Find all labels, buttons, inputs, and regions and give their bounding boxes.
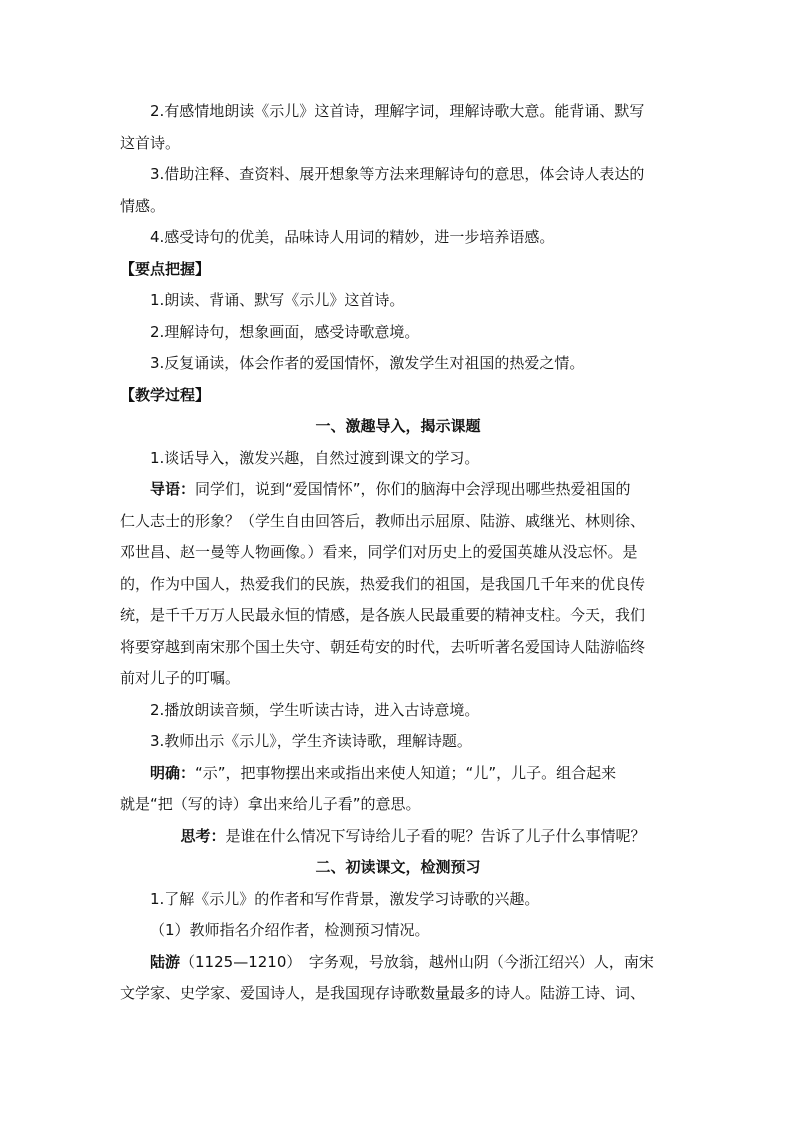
objective-4: 4.感受诗句的优美，品味诗人用词的精妙，进一步培养语感。 [150, 228, 555, 246]
author-line-2: 文学家、史学家、爱国诗人，是我国现存诗歌数量最多的诗人。陆游工诗、词、 [120, 984, 646, 1002]
think-label: 思考： [180, 827, 226, 845]
section-1-title: 一、激趣导入，揭示课题 [315, 417, 481, 435]
clarify-label: 明确： [150, 764, 196, 782]
objective-3-line2: 情感。 [120, 197, 166, 215]
intro-line-4: 的，作为中国人，热爱我们的民族，热爱我们的祖国，是我国几千年来的优良传 [120, 575, 646, 593]
section-1-step-2: 2.播放朗读音频，学生听读古诗，进入古诗意境。 [150, 701, 480, 719]
intro-line-2: 仁人志士的形象？（学生自由回答后，教师出示屈原、陆游、戚继光、林则徐、 [120, 512, 646, 530]
objective-2-line2: 这首诗。 [120, 134, 181, 152]
intro-label: 导语： [150, 480, 196, 498]
clarify-line-2: 就是“把（写的诗）拿出来给儿子看”的意思。 [120, 795, 421, 813]
intro-text-1: 同学们，说到“爱国情怀”，你们的脑海中会浮现出哪些热爱祖国的 [195, 480, 631, 498]
objective-3-line1: 3.借助注释、查资料、展开想象等方法来理解诗句的意思，体会诗人表达的 [150, 165, 645, 183]
clarify-text-1: “示”，把事物摆出来或指出来使人知道；“儿”，儿子。组合起来 [195, 764, 617, 782]
intro-line-1 [150, 479, 680, 499]
key-points-heading: 【要点把握】 [120, 260, 211, 278]
intro-line-3: 邓世昌、赵一曼等人物画像。）看来，同学们对历史上的爱国英雄从没忘怀。是 [120, 543, 638, 561]
intro-line-6: 将要穿越到南宋那个国土失守、朝廷苟安的时代，去听听著名爱国诗人陆游临终 [120, 638, 646, 656]
section-2-title: 二、初读课文，检测预习 [315, 858, 481, 876]
intro-line-7: 前对儿子的叮嘱。 [120, 669, 241, 687]
section-2-sub-1: （1）教师指名介绍作者，检测预习情况。 [150, 921, 430, 939]
author-line-1 [150, 952, 680, 972]
think-text: 是谁在什么情况下写诗给儿子看的呢？告诉了儿子什么事情呢？ [225, 827, 646, 845]
clarify-line-1 [150, 763, 680, 783]
think-line [150, 826, 676, 846]
key-point-2: 2.理解诗句，想象画面，感受诗歌意境。 [150, 323, 420, 341]
section-2-step-1: 1.了解《示儿》的作者和写作背景，激发学习诗歌的兴趣。 [150, 890, 540, 908]
section-1-step-3: 3.教师出示《示儿》，学生齐读诗歌，理解诗题。 [150, 732, 472, 750]
process-heading: 【教学过程】 [120, 386, 211, 404]
section-1-step-1: 1.谈话导入，激发兴趣，自然过渡到课文的学习。 [150, 449, 480, 467]
author-text-1: （1125—1210） 字务观，号放翁，越州山阴（今浙江绍兴）人，南宋 [180, 953, 654, 971]
key-point-1: 1.朗读、背诵、默写《示儿》这首诗。 [150, 291, 405, 309]
author-label: 陆游 [150, 953, 181, 971]
intro-line-5: 统，是千千万万人民最永恒的情感，是各族人民最重要的精神支柱。今天，我们 [120, 606, 646, 624]
objective-2-line1: 2.有感情地朗读《示儿》这首诗，理解字词，理解诗歌大意。能背诵、默写 [150, 102, 645, 120]
key-point-3: 3.反复诵读，体会作者的爱国情怀，激发学生对祖国的热爱之情。 [150, 354, 585, 372]
